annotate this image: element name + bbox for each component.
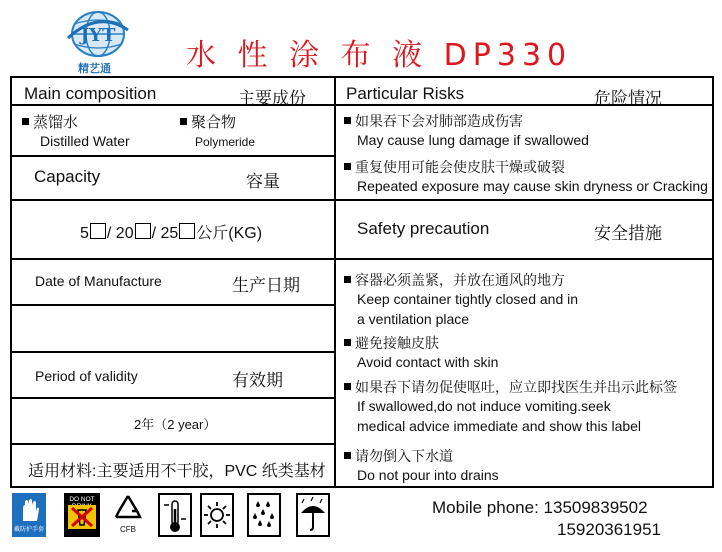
composition-item	[22, 111, 78, 132]
precaution-item-en: If swallowed,do not induce vomiting.seek	[357, 398, 611, 414]
bullet-icon	[180, 118, 187, 125]
column-divider	[334, 76, 336, 488]
precaution-item	[344, 446, 453, 466]
divider	[10, 443, 336, 445]
wear-gloves-icon	[12, 493, 46, 537]
icon-caption: CFB	[120, 525, 136, 534]
validity-value: 2年（2 year）	[134, 417, 217, 432]
page-title: 水 性 涂 布 液 DP330	[186, 38, 573, 73]
risks-label-cn: 危险情况	[594, 89, 662, 108]
precaution-item-en: a ventilation place	[357, 311, 470, 327]
composition-item-cn: 蒸馏水	[33, 114, 79, 131]
checkbox[interactable]	[90, 223, 106, 239]
bullet-icon	[344, 163, 351, 170]
risk-item-en: Repeated exposure may cause skin dryness or Cracking	[357, 178, 708, 194]
mobile-phone-label: Mobile phone:	[432, 498, 544, 517]
validity-label-en: Period of validity	[35, 368, 138, 384]
capacity-unit: 公斤(KG)	[196, 225, 263, 242]
do-not-drink-icon	[64, 493, 100, 537]
precaution-item-cn: 避免接触皮肤	[355, 335, 439, 351]
risks-label-en: Particular Risks	[346, 84, 465, 103]
applicable-materials: 适用材料:主要适用不干胶，PVC 纸类基材	[28, 463, 326, 480]
precaution-item-en: medical advice immediate and show this label	[357, 418, 642, 434]
risk-item-cn: 如果吞下会对肺部造成伤害	[355, 113, 523, 129]
manufacture-label-cn: 生产日期	[232, 276, 300, 295]
risk-item	[344, 157, 565, 177]
icon-caption: DO NOT	[69, 496, 95, 503]
divider	[10, 258, 714, 260]
risk-item	[344, 111, 523, 131]
keep-from-rain-icon	[296, 493, 330, 537]
logo-name: 精艺通	[78, 63, 111, 75]
precaution-item	[344, 270, 565, 290]
capacity-option: 5	[80, 225, 89, 242]
divider	[10, 351, 336, 353]
precaution-item-cn: 请勿倒入下水道	[355, 448, 453, 464]
safety-label-en: Safety precaution	[357, 219, 490, 238]
keep-away-from-sunlight-icon	[200, 493, 234, 537]
phone-number: 13509839502	[543, 498, 648, 517]
capacity-option: / 25	[151, 225, 179, 242]
composition-label-en: Main composition	[24, 84, 157, 103]
temperature-range-icon	[158, 493, 192, 537]
mobile-phone-line	[432, 498, 648, 518]
composition-item	[180, 111, 236, 132]
capacity-label-en: Capacity	[34, 167, 101, 186]
precaution-item	[344, 377, 677, 397]
bullet-icon	[22, 118, 29, 125]
divider	[10, 304, 336, 306]
composition-label-cn: 主要成份	[238, 89, 306, 108]
precaution-item-en: Avoid contact with skin	[357, 354, 499, 370]
phone-number: 15920361951	[557, 520, 662, 539]
bullet-icon	[344, 452, 351, 459]
checkbox[interactable]	[135, 223, 151, 239]
risk-item-cn: 重复使用可能会使皮肤干燥或破裂	[355, 159, 565, 175]
capacity-label-cn: 容量	[246, 172, 280, 191]
composition-item-cn: 聚合物	[191, 114, 237, 131]
precaution-item-cn: 如果吞下请勿促使呕吐，应立即找医生并出示此标签	[355, 379, 677, 395]
divider	[10, 397, 336, 399]
bullet-icon	[344, 339, 351, 346]
risk-item-en: May cause lung damage if swallowed	[357, 132, 589, 148]
capacity-option: / 20	[106, 225, 134, 242]
divider	[10, 199, 714, 201]
precaution-item-cn: 容器必须盖紧，并放在通风的地方	[355, 272, 565, 288]
icon-caption: 戴防护手套	[14, 527, 45, 533]
recycle-cfb-icon	[110, 493, 146, 537]
bullet-icon	[344, 276, 351, 283]
svg-text:JYT: JYT	[80, 25, 116, 46]
manufacture-label-en: Date of Manufacture	[35, 273, 162, 289]
keep-dry-icon	[247, 493, 281, 537]
precaution-item-en: Keep container tightly closed and in	[357, 291, 579, 307]
precaution-item	[344, 333, 439, 353]
bullet-icon	[344, 117, 351, 124]
validity-label-cn: 有效期	[232, 371, 283, 390]
bullet-icon	[344, 383, 351, 390]
composition-item-en: Distilled Water	[40, 133, 130, 149]
safety-label-cn: 安全措施	[594, 224, 662, 243]
composition-item-en: Polymeride	[195, 135, 256, 149]
capacity-options	[80, 220, 262, 243]
precaution-item-en: Do not pour into drains	[357, 467, 499, 483]
divider	[10, 155, 336, 157]
checkbox[interactable]	[179, 223, 195, 239]
